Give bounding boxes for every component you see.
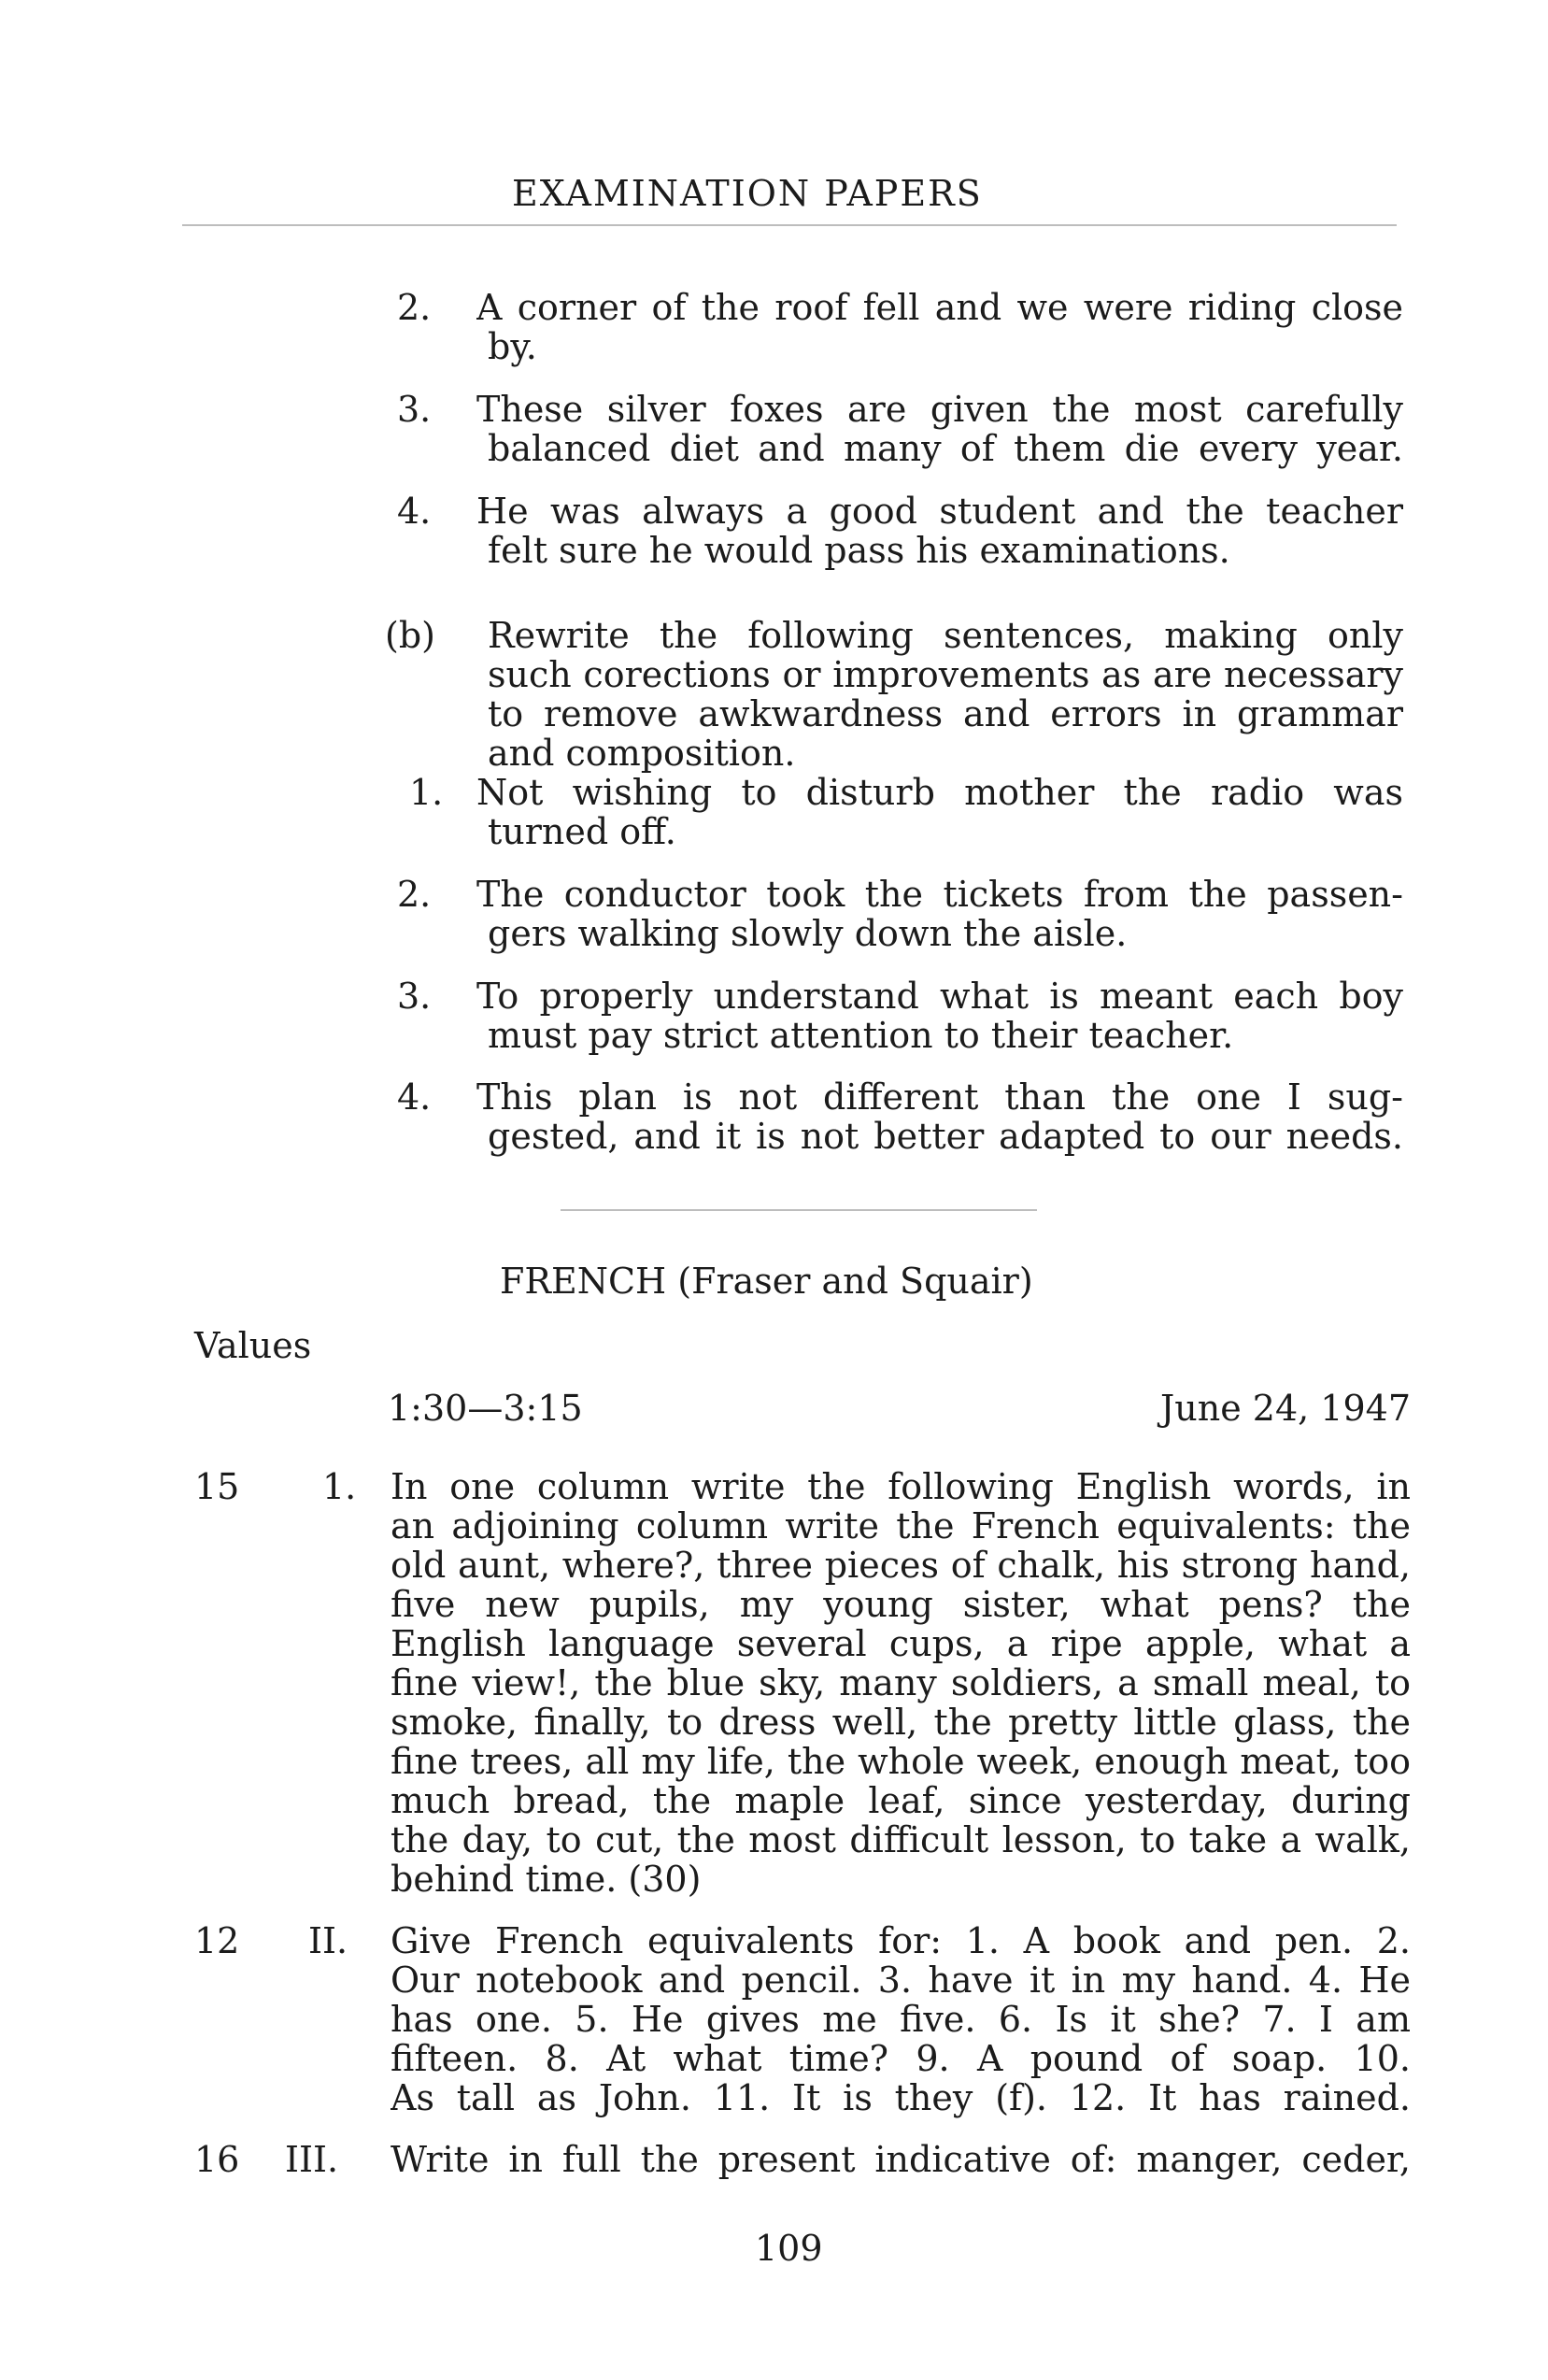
question-text-line: Write in full the present indicative of: manger, ceder, (391, 2139, 1411, 2180)
question-text-line: Our notebook and pencil. 3. have it in my hand. 4. He (391, 1960, 1411, 2001)
item-text-line: These silver foxes are given the most carefully (476, 389, 1403, 430)
question-text-line: old aunt, where?, three pieces of chalk, his strong hand, (391, 1545, 1411, 1586)
question-text-line: has one. 5. He gives me five. 6. Is it she? 7. I am (391, 1999, 1411, 2040)
section-b-instruction-line: to remove awkwardness and errors in grammar (488, 693, 1403, 734)
question-text-line: five new pupils, my young sister, what pens? the (391, 1584, 1411, 1625)
item-number: 2. (397, 287, 432, 328)
question-text-line: the day, to cut, the most difficult lesson, to take a walk, (391, 1819, 1411, 1860)
question-text-line: fine view!, the blue sky, many soldiers, a small meal, to (391, 1662, 1411, 1703)
question-text-line: As tall as John. 11. It is they (f). 12. It has rained. (391, 2077, 1411, 2118)
values-label: Values (194, 1325, 312, 1366)
item-text-line: To properly understand what is meant each boy (476, 976, 1403, 1017)
question-number: II. (308, 1920, 348, 1961)
exam-date: June 24, 1947 (1160, 1388, 1411, 1429)
section-b-instruction-line: and composition. (488, 733, 796, 774)
page-header-title: EXAMINATION PAPERS (512, 173, 983, 214)
question-text-line: English language several cups, a ripe apple, what a (391, 1623, 1411, 1664)
question-value: 15 (194, 1466, 240, 1507)
item-text-line: by. (488, 326, 537, 367)
question-number: III. (285, 2139, 339, 2180)
page-number: 109 (755, 2228, 823, 2269)
question-text-line: fine trees, all my life, the whole week, enough meat, too (391, 1741, 1411, 1782)
section-b-instruction-line: Rewrite the following sentences, making only (488, 615, 1403, 656)
exam-time: 1:30—3:15 (388, 1388, 583, 1429)
item-text-line: This plan is not different than the one I sug- (476, 1076, 1403, 1118)
item-text-line: He was always a good student and the teacher (476, 491, 1403, 532)
item-text-line: gers walking slowly down the aisle. (488, 913, 1128, 954)
question-text-line: behind time. (30) (391, 1859, 702, 1900)
item-number: 4. (397, 1076, 432, 1118)
item-number: 4. (397, 491, 432, 532)
item-number: 2. (397, 874, 432, 915)
question-text-line: an adjoining column write the French equivalents: the (391, 1505, 1411, 1546)
question-text-line: smoke, finally, to dress well, the pretty little glass, the (391, 1702, 1411, 1743)
item-number: 3. (397, 389, 432, 430)
question-value: 16 (194, 2139, 240, 2180)
section-b-instruction-line: such corections or improvements as are necessary (488, 654, 1403, 695)
question-number: 1. (322, 1466, 357, 1507)
question-text-line: much bread, the maple leaf, since yesterday, during (391, 1780, 1411, 1821)
item-number: 1. (409, 772, 444, 813)
section-divider (561, 1209, 1037, 1211)
item-number: 3. (397, 976, 432, 1017)
question-text-line: fifteen. 8. At what time? 9. A pound of soap. 10. (391, 2038, 1411, 2079)
item-text-line: turned off. (488, 811, 676, 852)
question-text-line: In one column write the following English words, in (391, 1466, 1411, 1507)
item-text-line: The conductor took the tickets from the passen- (476, 874, 1403, 915)
question-value: 12 (194, 1920, 240, 1961)
item-text-line: balanced diet and many of them die every year. (488, 428, 1403, 469)
header-rule (182, 224, 1397, 226)
item-text-line: gested, and it is not better adapted to our needs. (488, 1116, 1403, 1157)
section-b-label: (b) (385, 615, 435, 656)
french-section-title: FRENCH (Fraser and Squair) (500, 1261, 1033, 1302)
question-text-line: Give French equivalents for: 1. A book and pen. 2. (391, 1920, 1411, 1961)
item-text-line: Not wishing to disturb mother the radio was (476, 772, 1403, 813)
item-text-line: must pay strict attention to their teacher. (488, 1015, 1234, 1056)
item-text-line: felt sure he would pass his examinations. (488, 530, 1230, 571)
item-text-line: A corner of the roof fell and we were riding close (476, 287, 1403, 328)
